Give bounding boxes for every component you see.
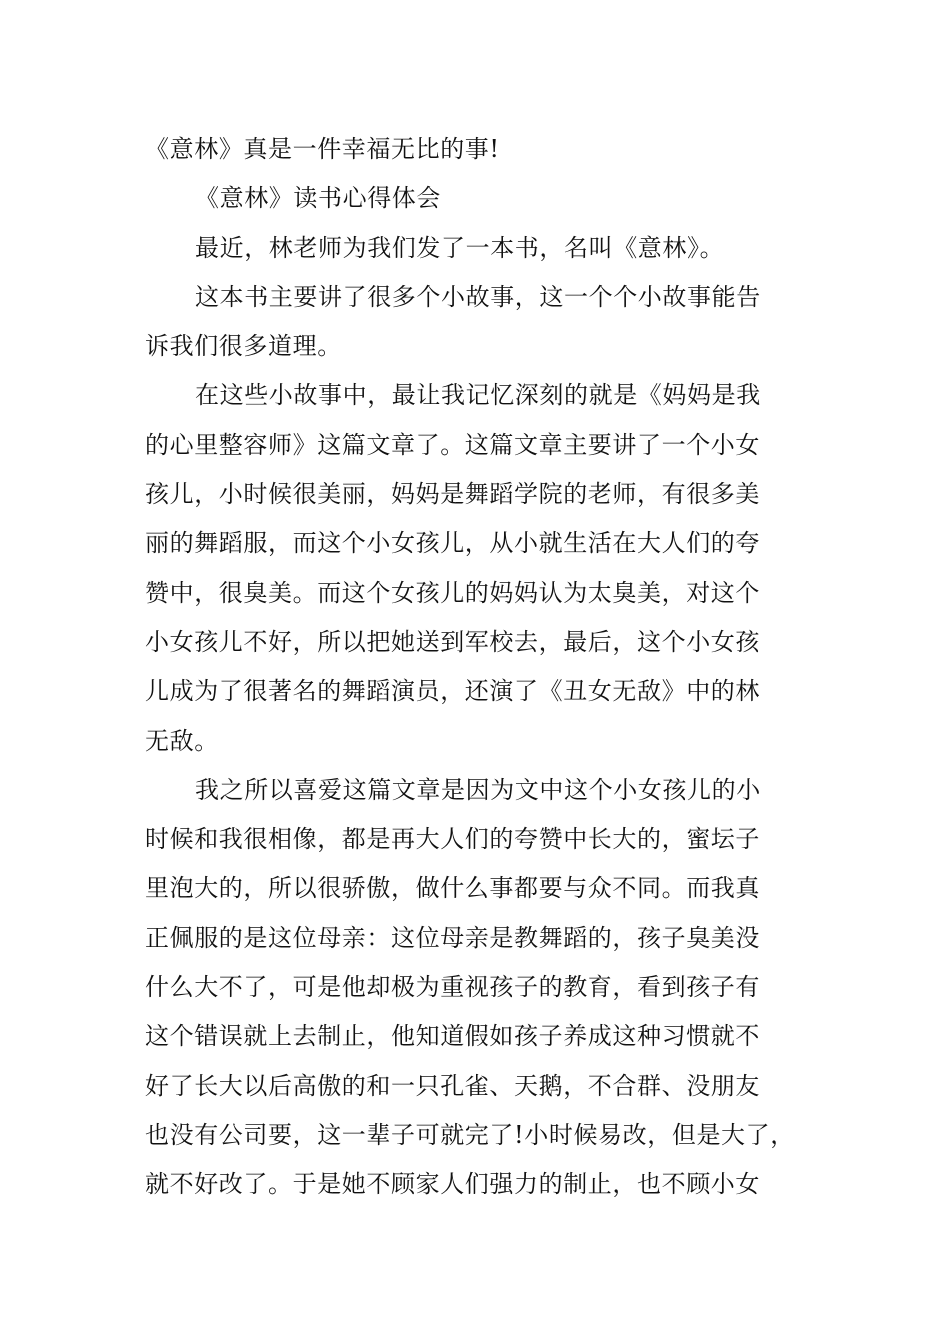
text-line: 我之所以喜爱这篇文章是因为文中这个小女孩儿的小 (195, 775, 761, 804)
text-line: 《意林》真是一件幸福无比的事! (145, 135, 500, 163)
text-line: 这个错误就上去制止，他知道假如孩子养成这种习惯就不 (145, 1022, 760, 1051)
text-line: 好了长大以后高傲的和一只孔雀、天鹅，不合群、没朋友 (145, 1071, 760, 1100)
text-line: 这本书主要讲了很多个小故事，这一个个小故事能告 (195, 282, 761, 311)
text-line: 最近，林老师为我们发了一本书，名叫《意林》。 (195, 233, 725, 262)
text-line: 诉我们很多道理。 (145, 332, 342, 361)
text-line: 就不好改了。于是她不顾家人们强力的制止，也不顾小女 (145, 1170, 760, 1199)
text-line: 赞中，很臭美。而这个女孩儿的妈妈认为太臭美，对这个 (145, 578, 760, 607)
text-line: 什么大不了，可是他却极为重视孩子的教育，看到孩子有 (145, 973, 760, 1002)
text-line: 里泡大的，所以很骄傲，做什么事都要与众不同。而我真 (145, 874, 760, 903)
document-body (145, 125, 815, 1210)
text-line: 儿成为了很著名的舞蹈演员，还演了《丑女无敌》中的林 (145, 677, 760, 706)
text-line: 丽的舞蹈服，而这个小女孩儿，从小就生活在大人们的夸 (145, 529, 760, 558)
text-line: 正佩服的是这位母亲：这位母亲是教舞蹈的，孩子臭美没 (145, 923, 760, 952)
text-line: 无敌。 (145, 726, 219, 755)
text-line: 在这些小故事中，最让我记忆深刻的就是《妈妈是我 (195, 381, 761, 410)
text-line: 也没有公司要，这一辈子可就完了!小时候易改，但是大了， (145, 1120, 795, 1149)
text-line: 小女孩儿不好，所以把她送到军校去，最后，这个小女孩 (145, 627, 760, 656)
text-line: 时候和我很相像，都是再大人们的夸赞中长大的，蜜坛子 (145, 825, 760, 854)
text-line: 的心里整容师》这篇文章了。这篇文章主要讲了一个小女 (145, 430, 760, 459)
text-line: 孩儿，小时候很美丽，妈妈是舞蹈学院的老师，有很多美 (145, 480, 760, 509)
document-heading: 《意林》读书心得体会 (195, 184, 441, 213)
